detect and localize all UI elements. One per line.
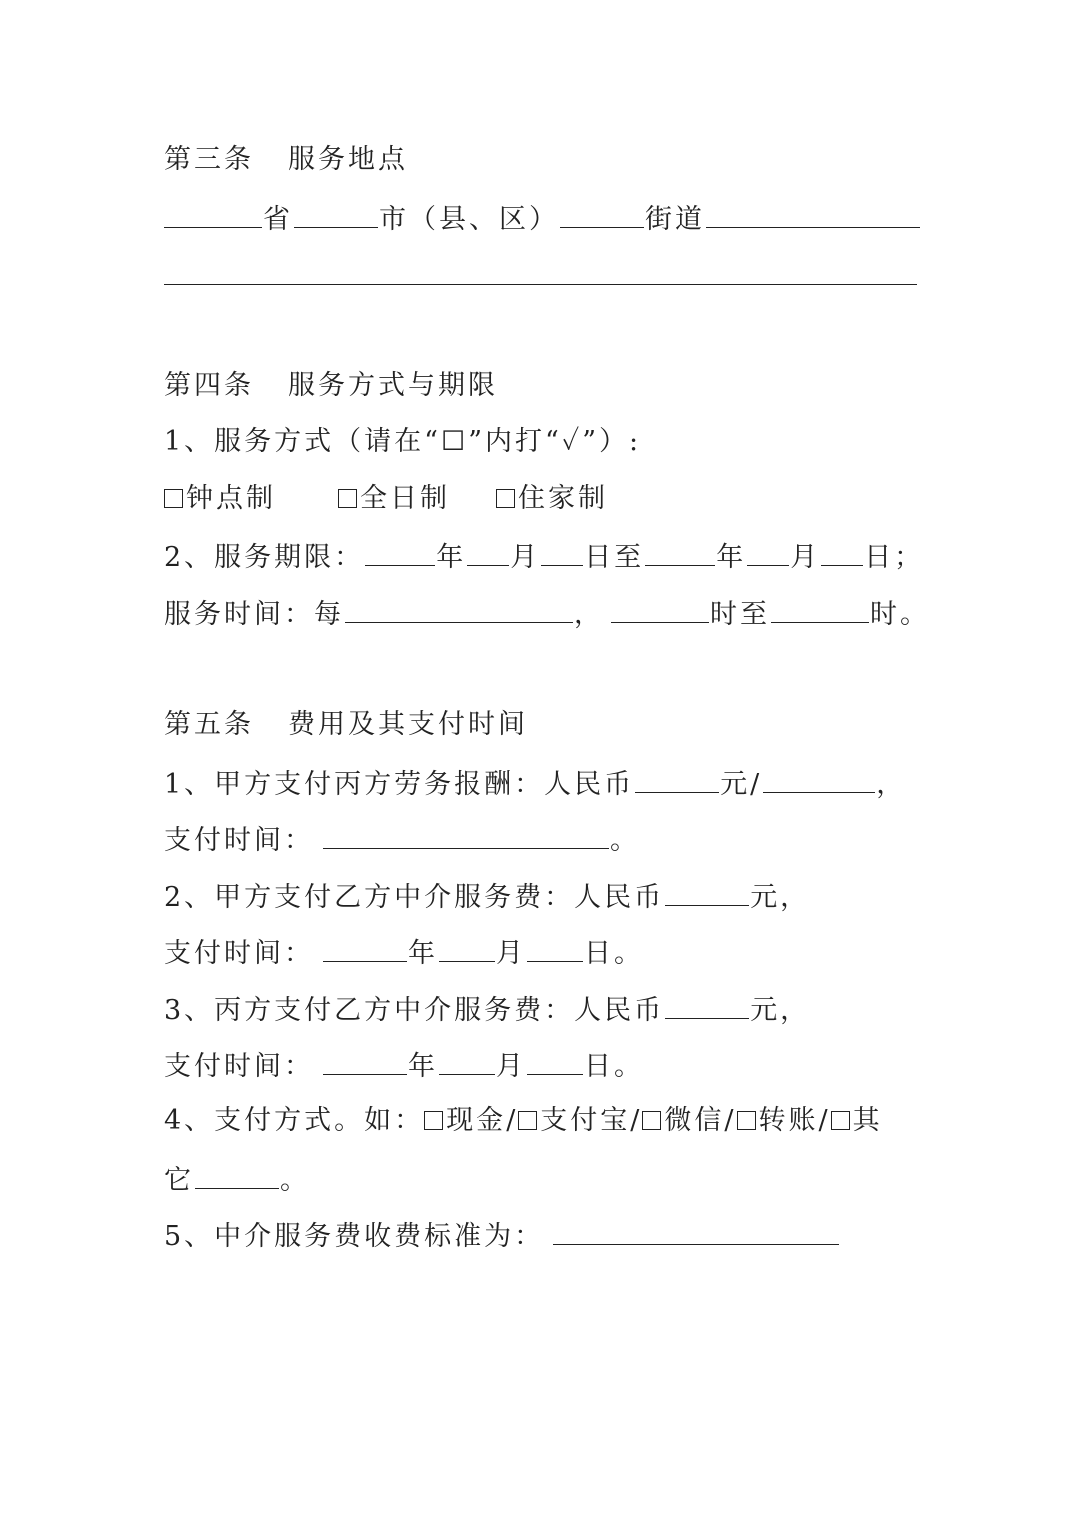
checkbox-glyph: ☐ [440,426,469,457]
hour-to-label: 时至 [710,599,770,630]
service-period-label: 2、服务期限： [164,542,365,573]
street-label: 街道 [645,204,705,235]
day-label: 日。 [584,938,644,969]
article5-title: 第五条 [164,709,254,740]
year-label: 年 [408,1051,438,1082]
checkbox-fullday[interactable] [338,489,357,508]
month-label: 月 [496,1051,526,1082]
address-line [164,197,921,237]
method-cash: 现金 [446,1105,507,1136]
article3-title: 第三条 [164,144,254,175]
district-blank[interactable] [560,197,644,228]
end-hour-blank[interactable] [771,592,869,623]
year-label: 年 [436,542,467,573]
end-year-blank[interactable] [645,535,715,566]
method-wechat: 微信 [664,1105,725,1136]
start-day-blank[interactable] [541,535,583,566]
paytime-label: 支付时间： [164,938,314,969]
service-method-prefix: 1、服务方式（请在“ [164,426,441,457]
service-options [164,479,608,519]
service-period-line [164,535,924,575]
fee-standard-blank[interactable] [553,1214,839,1245]
checkbox-alipay[interactable] [518,1111,537,1130]
agency-b-day-blank[interactable] [527,1044,583,1075]
payment-method-label: 4、支付方式。如： [164,1105,425,1136]
checkmark-glyph: ✓ [561,426,583,457]
payment-method-line [164,1101,883,1141]
checkbox-cash[interactable] [424,1111,443,1130]
agency-fee-b-paytime-line [164,1044,644,1084]
agency-fee-b-amount-blank[interactable] [665,988,749,1019]
end-month-blank[interactable] [747,535,789,566]
checkbox-livein[interactable] [496,489,515,508]
article5-subtitle: 费用及其支付时间 [288,709,528,740]
labor-fee-amount-blank[interactable] [635,762,719,793]
option-fullday: 全日制 [360,483,450,514]
checkbox-hourly[interactable] [164,489,183,508]
city-label: 市（县、区） [379,204,559,235]
day-to-label: 日至 [584,542,645,573]
article3-subtitle: 服务地点 [288,144,408,175]
slash: / [818,1105,831,1136]
fee-standard-label: 5、中介服务费收费标准为： [164,1221,545,1252]
agency-a-month-blank[interactable] [439,931,495,962]
agency-fee-a-paytime-line [164,931,644,971]
month-label: 月 [496,938,526,969]
street-blank[interactable] [706,197,920,228]
labor-fee-unit: 元/ [720,769,763,800]
agency-a-day-blank[interactable] [527,931,583,962]
slash: / [506,1105,519,1136]
article4-subtitle: 服务方式与期限 [288,370,498,401]
labor-paytime-blank[interactable] [323,818,609,849]
start-year-blank[interactable] [365,535,435,566]
day-end-label: 日； [864,542,925,573]
period: 。 [610,825,640,856]
year-label: 年 [408,938,438,969]
agency-fee-b-line [164,988,810,1028]
city-blank[interactable] [294,197,378,228]
method-other-a: 其 [852,1105,883,1136]
address-continuation-blank[interactable] [164,284,917,285]
other-method-blank[interactable] [195,1158,279,1189]
method-transfer: 转账 [758,1105,819,1136]
agency-b-month-blank[interactable] [439,1044,495,1075]
year-label: 年 [716,542,747,573]
service-time-label: 服务时间：每 [164,599,344,630]
method-alipay: 支付宝 [540,1105,631,1136]
yuan-label: 元， [750,995,811,1026]
period: 。 [280,1165,310,1196]
payment-other-line [164,1158,310,1198]
agency-fee-a-amount-blank[interactable] [665,875,749,906]
labor-paytime-line [164,818,640,858]
slash: / [630,1105,643,1136]
agency-b-year-blank[interactable] [323,1044,407,1075]
agency-a-year-blank[interactable] [323,931,407,962]
paytime-label: 支付时间： [164,825,314,856]
paytime-label: 支付时间： [164,1051,314,1082]
comma: ， [876,769,907,800]
service-method-mid: ”内打“ [468,426,562,457]
month-label: 月 [790,542,821,573]
option-hourly: 钟点制 [186,483,276,514]
article4-heading [164,366,498,406]
article5-heading [164,705,528,745]
option-livein: 住家制 [518,483,608,514]
comma: ， [574,599,604,630]
yuan-label: 元， [750,882,811,913]
slash: / [724,1105,737,1136]
article4-title: 第四条 [164,370,254,401]
end-day-blank[interactable] [821,535,863,566]
agency-fee-a-label: 2、甲方支付乙方中介服务费：人民币 [164,882,665,913]
service-method-suffix: ”）: [582,426,642,457]
month-label: 月 [510,542,541,573]
start-hour-blank[interactable] [611,592,709,623]
day-label: 日。 [584,1051,644,1082]
labor-fee-line [164,762,906,802]
service-method-line [164,422,641,462]
service-days-blank[interactable] [345,592,573,623]
province-label: 省 [263,204,293,235]
agency-fee-a-line [164,875,810,915]
article3-heading [164,140,408,180]
fee-standard-line [164,1214,840,1254]
labor-fee-label: 1、甲方支付丙方劳务报酬：人民币 [164,769,635,800]
agency-fee-b-label: 3、丙方支付乙方中介服务费：人民币 [164,995,665,1026]
province-blank[interactable] [164,197,262,228]
checkbox-transfer[interactable] [737,1111,756,1130]
checkbox-wechat[interactable] [642,1111,661,1130]
checkbox-other[interactable] [831,1111,850,1130]
start-month-blank[interactable] [467,535,509,566]
method-other-b: 它 [164,1165,194,1196]
service-time-line [164,592,930,632]
labor-fee-period-blank[interactable] [763,762,875,793]
hour-end-label: 时。 [870,599,930,630]
